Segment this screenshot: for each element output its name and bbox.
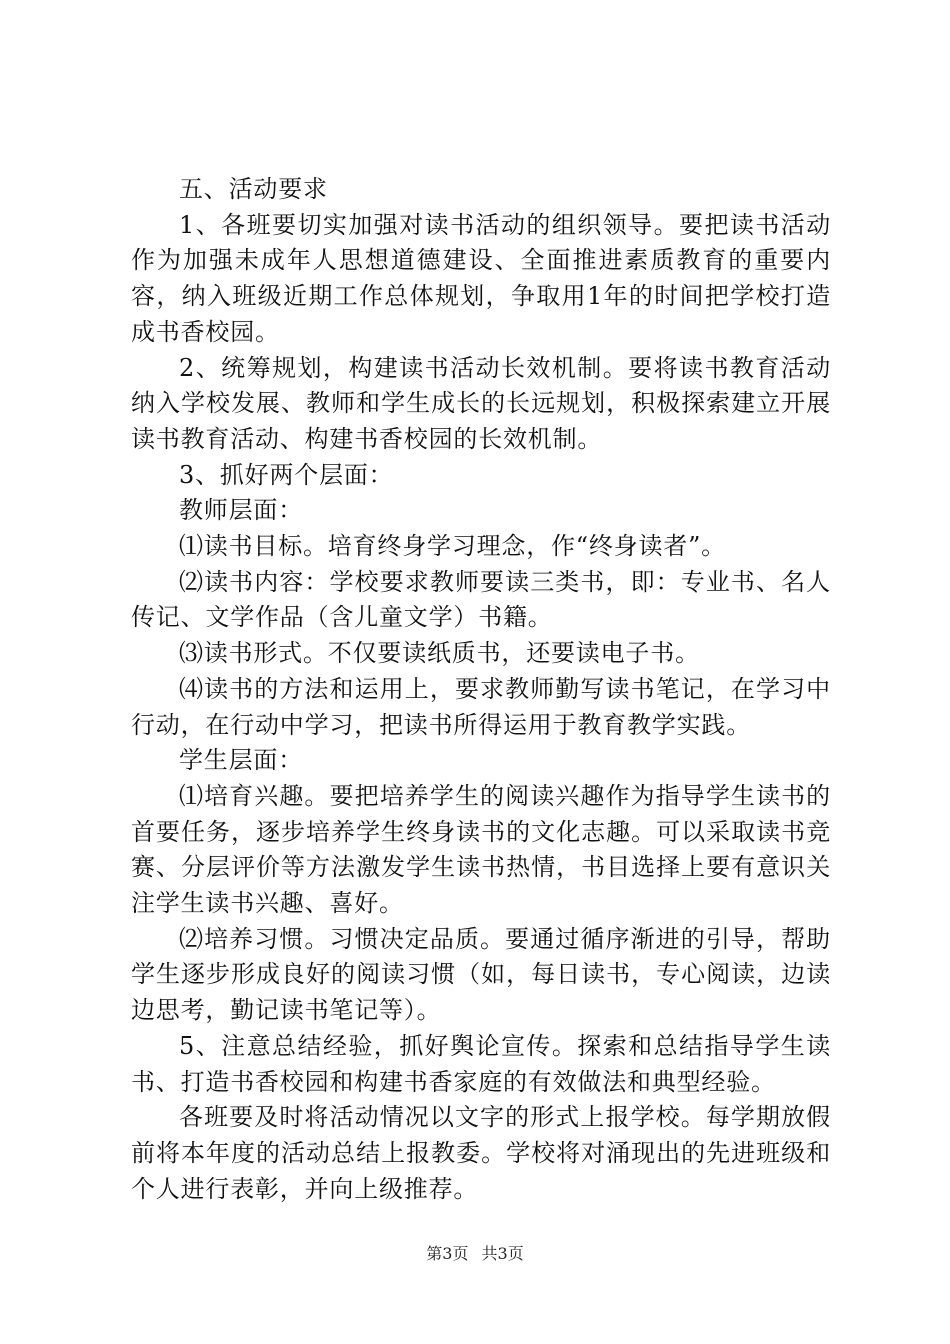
paragraph: 1、各班要切实加强对读书活动的组织领导。要把读书活动作为加强未成年人思想道德建设、全面推进素质教育的重要内容，纳入班级近期工作总体规划，争取用1年的时间把学校打造成书香校园。 bbox=[131, 210, 831, 346]
document-body bbox=[131, 172, 831, 1207]
page-footer bbox=[0, 1244, 950, 1264]
list-item: ⑶读书形式。不仅要读纸质书，还要读电子书。 bbox=[179, 639, 700, 668]
subheading-teacher: 教师层面： bbox=[179, 496, 303, 525]
paragraph: 2、统筹规划，构建读书活动长效机制。要将读书教育活动纳入学校发展、教师和学生成长的长远规划，积极探索建立开展读书教育活动、构建书香校园的长效机制。 bbox=[131, 353, 831, 453]
list-item: ⑷读书的方法和运用上，要求教师勤写读书笔记，在学习中行动，在行动中学习，把读书所得运用于教育教学实践。 bbox=[131, 674, 831, 739]
page-number-total: 共3页 bbox=[481, 1244, 524, 1263]
list-item: ⑴培育兴趣。要把培养学生的阅读兴趣作为指导学生读书的首要任务，逐步培养学生终身读书的文化志趣。可以采取读书竞赛、分层评价等方法激发学生读书热情，书目选择上要有意识关注学生读书兴趣、喜好。 bbox=[131, 781, 831, 918]
paragraph: 各班要及时将活动情况以文字的形式上报学校。每学期放假前将本年度的活动总结上报教委。学校将对涌现出的先进班级和个人进行表彰，并向上级推荐。 bbox=[131, 1103, 831, 1203]
paragraph: 3、抓好两个层面： bbox=[179, 460, 394, 489]
list-item: ⑴读书目标。培育终身学习理念，作“终身读者”。 bbox=[179, 532, 726, 561]
subheading-student: 学生层面： bbox=[179, 746, 303, 775]
section-heading: 五、活动要求 bbox=[179, 175, 328, 203]
page-number-current: 第3页 bbox=[426, 1244, 469, 1263]
paragraph: 5、注意总结经验，抓好舆论宣传。探索和总结指导学生读书、打造书香校园和构建书香家庭的有效做法和典型经验。 bbox=[131, 1031, 831, 1096]
list-item: ⑵读书内容：学校要求教师要读三类书，即：专业书、名人传记、文学作品（含儿童文学）书籍。 bbox=[131, 567, 831, 632]
list-item: ⑵培养习惯。习惯决定品质。要通过循序渐进的引导，帮助学生逐步形成良好的阅读习惯（如，每日读书，专心阅读，边读边思考，勤记读书笔记等）。 bbox=[131, 924, 831, 1025]
